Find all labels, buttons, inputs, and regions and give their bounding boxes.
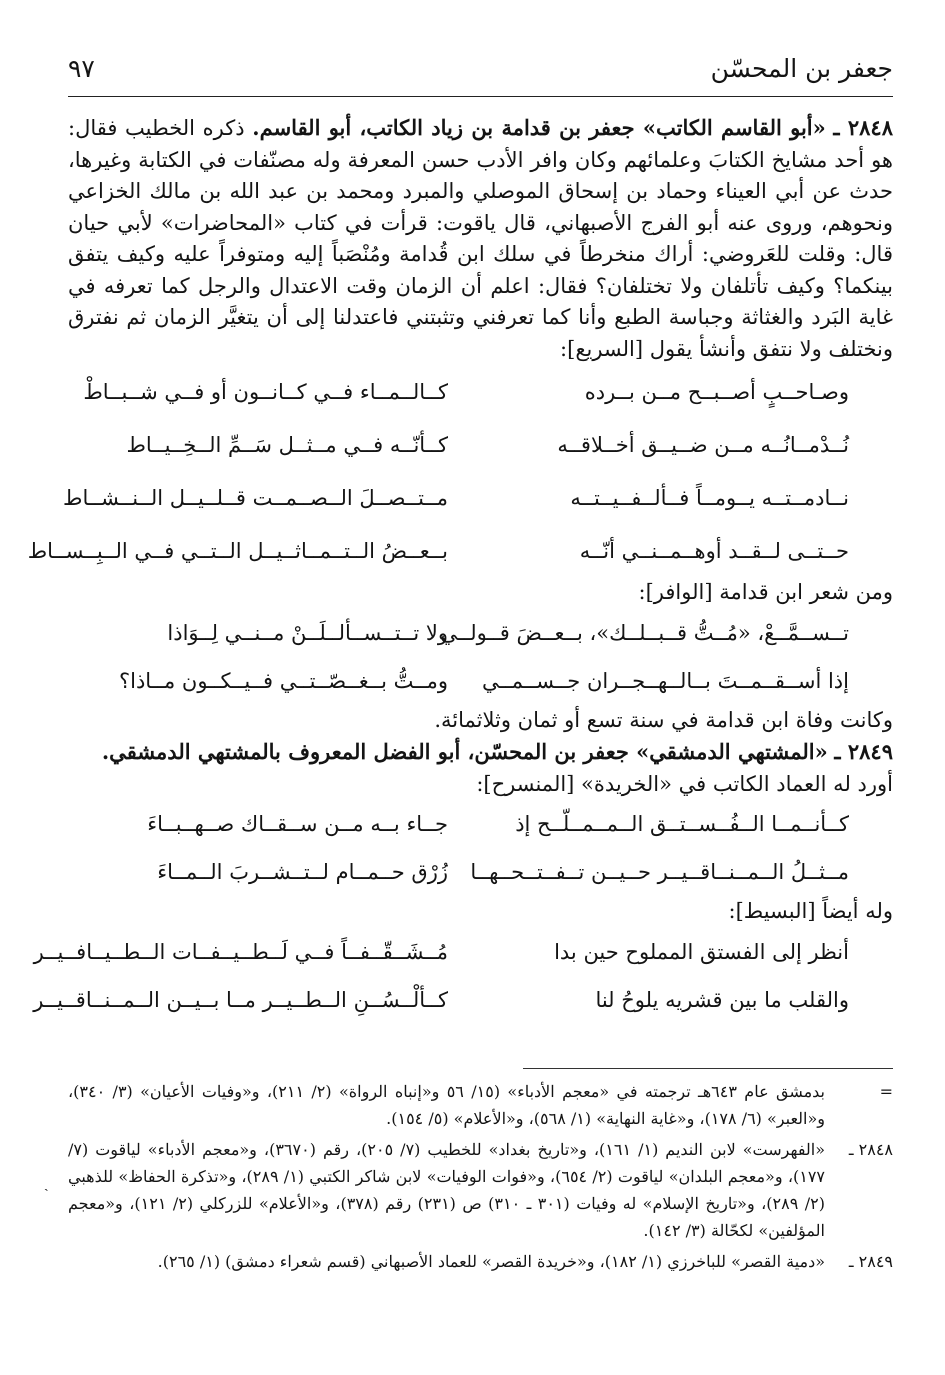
- verse-first-hemistich: نــادمــتــه يــومــاً فــألــفــيــتــه: [570, 485, 849, 510]
- verse-first-hemistich: مــثــلُ الــمــنــاقــيــر حــيــن تــفــتــحــهــا: [470, 860, 849, 884]
- footnote: [68, 1136, 893, 1244]
- verse-second-hemistich: بــعــضُ الــتــمــاثــيــل الــتــي فــي الــبِــســاط: [27, 538, 448, 563]
- verse-first-hemistich: حــتــى لــقــد أوهــمــنــي أنّــه: [579, 538, 849, 563]
- page-number: ٩٧: [68, 54, 95, 83]
- verse-first-hemistich: أنظر إلى الفستق المملوح حين بدا: [554, 939, 849, 964]
- footnote-text: بدمشق عام ٦٤٣هـ ترجمته في «معجم الأدباء» (١٥/ ٥٦ و«إنباه الرواة» (٢/ ٢١١)، و«وفيات الأعيان» (٣/ ٣٤٠)، و«العبر» (٦/ ١٧٨)، و«غاية النهاية» (١/ ٥٦٨)، و«الأعلام» (٥/ ١٥٤).: [68, 1082, 826, 1128]
- entry-2849-intro-2: وله أيضاً [البسيط]:: [728, 899, 893, 923]
- main-text: [27, 112, 893, 1024]
- verse-line: [63, 471, 893, 524]
- verse-second-hemistich: مــتــصــلَ الــصــمــت قــلــيــل الــنــشــاط: [63, 485, 448, 510]
- entry-2848-closing: وكانت وفاة ابن قدامة في سنة تسع أو ثمان وثلاثمائة.: [434, 707, 893, 732]
- verse-first-hemistich: نُــدْمــانُــه مــن ضــيــق أخــلاقــه: [557, 432, 849, 457]
- footnote-text: «دمية القصر» للباخرزي (١/ ١٨٢)، و«خريدة القصر» للعماد الأصبهاني (قسم شعراء دمشق) (١/ ٢٦٥).: [157, 1252, 825, 1271]
- verse-first-hemistich: والقلب ما بين قشريه يلوحُ لنا: [595, 987, 849, 1012]
- verse-second-hemistich: ومــتُّ بــغــصّــتــي فــيــكــون مــاذا؟: [118, 668, 448, 693]
- verse-line: [68, 800, 893, 848]
- verse-line: [33, 928, 893, 976]
- margin-tick-mark: ˎ: [44, 1176, 49, 1192]
- entry-2848-heading: «أبو القاسم الكاتب» جعفر بن قدامة بن زياد الكاتب، أبو القاسم.: [252, 115, 826, 140]
- verse-second-hemistich: زُرْق حــمــام لــتــشــربَ الــمــاءَ: [157, 860, 448, 884]
- verse-line: [68, 418, 893, 471]
- verse-second-hemistich: كــأنّــه فــي مــثــل سَــمِّ الــخِــيــاط: [126, 432, 448, 457]
- verse-line: [68, 657, 893, 705]
- verse-line: [68, 365, 893, 418]
- entry-2849-heading: «المشتهي الدمشقي» جعفر بن المحسّن، أبو الفضل المعروف بالمشتهي الدمشقي.: [101, 739, 828, 764]
- footnote-rule: [523, 1068, 893, 1069]
- verse-line: [27, 524, 893, 577]
- verse-second-hemistich: ولا تــتــســألــلَــنْ مــنــي لِــوَاذا: [167, 620, 448, 645]
- verse-second-hemistich: كــالــمــاء فــي كــانــون أو فــي شــبــاطْ: [83, 379, 448, 404]
- entry-2849-verses-2: [33, 928, 893, 1024]
- verse-first-hemistich: تــســمَّــعْ، «مُــتُّ قــبــلــك»، بــعــضَ قــولــي: [440, 620, 849, 645]
- entry-2849-number: ٢٨٤٩ ـ: [834, 739, 893, 764]
- header-rule: [68, 96, 893, 97]
- entry-2848-verses-2: [68, 609, 893, 705]
- entry-2848-intro-2: ومن شعر ابن قدامة [الوافر]:: [638, 580, 893, 604]
- running-header: [68, 48, 893, 96]
- footnote-marker: ٢٨٤٨ ـ: [848, 1140, 893, 1159]
- verse-first-hemistich: كــأنــمــا الــفُــســتــق الــمــمــلّــح إذ: [515, 812, 849, 836]
- verse-line: [33, 976, 893, 1024]
- footnote-marker: ٢٨٤٩ ـ: [848, 1252, 893, 1271]
- entry-2848-verses-1: [27, 365, 893, 577]
- verse-first-hemistich: وصـاحــبٍ أصــبــح مــن بــرده: [584, 379, 849, 404]
- verse-line: [68, 848, 893, 896]
- entry-2848-text: ذكره الخطيب فقال: هو أحد مشايخ الكتابَ وعلمائهم وكان وافر الأدب حسن المعرفة وله مصنّفات في الكتابة وغيرها، حدث عن أبي العيناء وحماد بن إسحاق الموصلي والمبرد ومحمد بن عبد الله بن مالك الخزاعي ونحوهم، وروى عنه أبو الفرج الأصبهاني، قال ياقوت: قرأت في كتاب «المحاضرات» لأبي حيان قال: وقلت للعَروضي: أراك منخرطاً في سلك ابن قُدامة ومُنْصَباً إليه ومتوفراً عليه وكيف يتفق بينكما؟ وكيف تأتلفان ولا تختلفان؟ فقال: اعلم أن الزمان وقت الاعتدال والرجل كما تعرفه في غاية البَرد والغثاثة وجباسة الطبع وأنا كما تعرفني وتثبتني فاعتدلنا إلى أن يتغيَّر الزمان ثم نفترق ونختلف ولا نتفق وأنشأ يقول [السريع]:: [68, 116, 893, 361]
- verse-second-hemistich: كــألْــسُــنِ الــطــيــر مــا بــيــن الــمــنــاقــيــر: [33, 987, 448, 1012]
- entry-2848-paragraph: [68, 112, 893, 365]
- entry-2849-intro-1: أورد له العماد الكاتب في «الخريدة» [المنسرح]:: [476, 771, 893, 796]
- verse-first-hemistich: إذا أســقــمــتَ بــالــهــجــران جــســمــي: [482, 668, 849, 693]
- footnote-text: «الفهرست» لابن النديم (١/ ١٦١)، و«تاريخ بغداد» للخطيب (٧/ ٢٠٥)، رقم (٣٦٧٠)، و«معجم الأدباء» لياقوت (٧/ ١٧٧)، و«معجم البلدان» لياقوت (٢/ ٦٥٤)، و«فوات الوفيات» لابن شاكر الكتبي (١/ ٢٨٩)، و«تذكرة الحفاظ» للذهبي (٢/ ٢٨٩)، و«تاريخ الإسلام» له وفيات (٣٠١ ـ ٣١٠) ص (٢٣١) رقم (٣٧٨)، و«الأعلام» للزركلي (٢/ ١٢١)، و«معجم المؤلفين» لكحّالة (٣/ ١٤٢).: [68, 1140, 826, 1240]
- verse-second-hemistich: جــاء بــه مــن ســقــاك صــهــبــاءَ: [147, 812, 448, 836]
- entry-2848-number: ٢٨٤٨ ـ: [833, 115, 893, 140]
- verse-line: [68, 609, 893, 657]
- entry-2849-verses-1: [68, 800, 893, 896]
- running-title: جعفر بن المحسّن: [710, 54, 893, 83]
- footnote-marker: =: [879, 1082, 893, 1101]
- entry-2849-paragraph: [68, 736, 893, 769]
- footnote: [68, 1248, 893, 1275]
- footnote: [68, 1078, 893, 1132]
- footnotes: [68, 1078, 893, 1279]
- verse-second-hemistich: مُــشَــقّــفــاً فــي لَــطــيــفــات الــطــيــافــيــر: [33, 939, 448, 964]
